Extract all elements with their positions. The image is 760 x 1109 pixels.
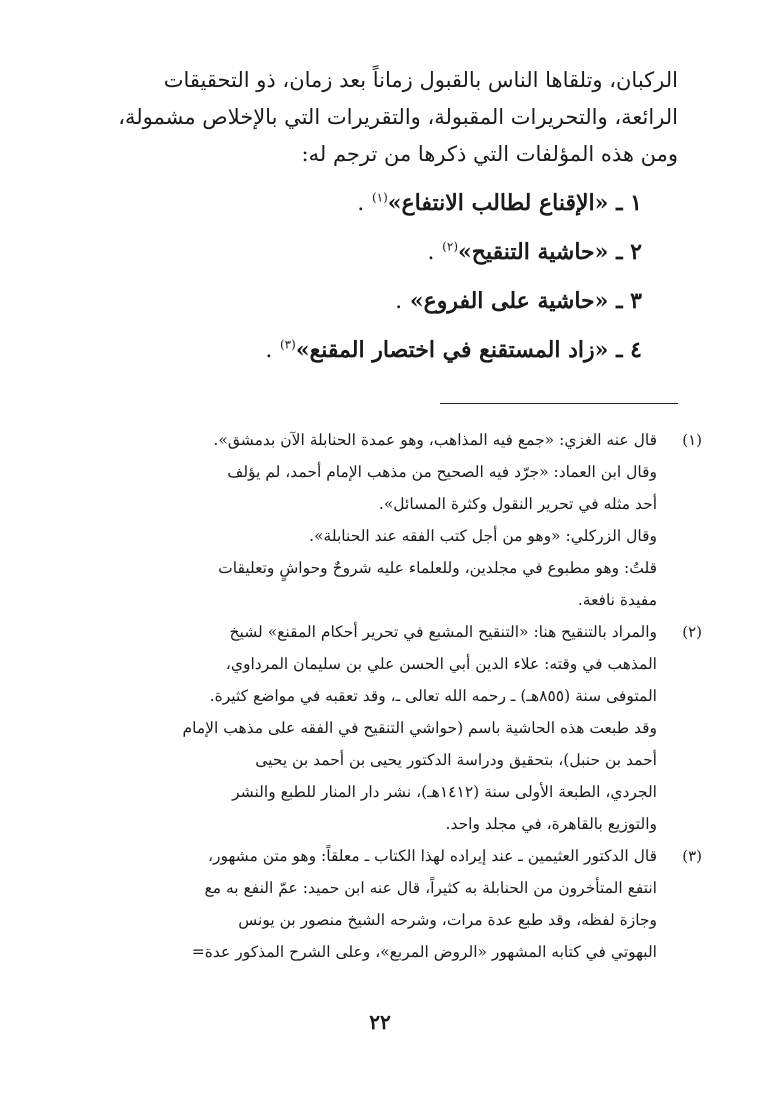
item-tail: . [357,191,365,216]
item-number: ٣ ـ [616,288,642,314]
footnote-ref: (١) [371,190,388,205]
footnote-1 [57,424,702,616]
works-list-item [60,277,678,326]
footnote-number: (٣) [682,847,702,865]
item-number: ١ ـ [616,190,642,216]
item-number: ٤ ـ [616,337,642,363]
item-title: «الإقناع لطالب الانتفاع» [387,190,609,216]
footnote-line: أحمد بن حنبل)، بتحقيق ودراسة الدكتور يحيى بن أحمد بن يحيى [255,751,657,769]
item-title: «حاشية على الفروع» [409,288,609,314]
footnote-number: (١) [682,431,702,449]
footnote-3 [57,840,702,968]
footnote-separator [440,403,678,404]
main-text [60,62,678,375]
footnote-line: وقد طبعت هذه الحاشية باسم (حواشي التنقيح في الفقه على مذهب الإمام [182,719,657,737]
item-number: ٢ ـ [616,239,642,265]
footnote-line: انتفع المتأخرون من الحنابلة به كثيراً، قال عنه ابن حميد: عمّ النفع به مع [204,879,657,897]
footnote-line: البهوتي في كتابه المشهور «الروض المربع»، وعلى الشرح المذكور عدة= [191,943,657,961]
footnote-line: وقال الزركلي: «وهو من أجل كتب الفقه عند الحنابلة». [309,527,657,545]
footnote-line: وجازة لفظه، وقد طبع عدة مرات، وشرحه الشيخ منصور بن يونس [238,911,657,929]
footnote-line: مفيدة نافعة. [577,591,657,609]
works-list-item [60,326,678,375]
footnote-line: وقال ابن العماد: «جرّد فيه الصحيح من مذهب الإمام أحمد، لم يؤلف [227,463,657,481]
item-title: «زاد المستقنع في اختصار المقنع» [295,337,609,363]
item-tail: . [395,289,403,314]
footnote-line: أحد مثله في تحرير النقول وكثرة المسائل». [378,495,657,513]
footnote-line: الجردي، الطبعة الأولى سنة (١٤١٢هـ)، نشر دار المنار للطبع والنشر [232,783,657,801]
footnote-number: (٢) [682,623,702,641]
body-line: ومن هذه المؤلفات التي ذكرها من ترجم له: [301,142,678,166]
item-tail: . [265,338,273,363]
footnote-2 [57,616,702,840]
footnote-line: قال عنه الغزي: «جمع فيه المذاهب، وهو عمدة الحنابلة الآن بدمشق». [213,431,657,449]
footnote-line: قلتُ: وهو مطبوع في مجلدين، وللعلماء عليه شروحٌ وحواشٍ وتعليقات [218,559,657,577]
works-list [60,179,678,375]
item-title: «حاشية التنقيح» [458,239,609,265]
works-list-item [60,179,678,228]
footnote-line: والمراد بالتنقيح هنا: «التنقيح المشبع في تحرير أحكام المقنع» لشيخ [229,623,657,641]
footnote-ref: (٢) [442,239,458,254]
footnote-line: والتوزيع بالقاهرة، في مجلد واحد. [445,815,657,833]
footnote-line: قال الدكتور العثيمين ـ عند إيراده لهذا الكتاب ـ معلقاً: وهو متن مشهور، [208,847,657,865]
footnote-ref: (٣) [279,337,296,352]
footnote-line: المذهب في وقته: علاء الدين أبي الحسن علي بن سليمان المرداوي، [225,655,657,673]
body-line: الركبان، وتلقاها الناس بالقبول زماناً بعد زمان، ذو التحقيقات [163,68,678,92]
works-list-item [60,228,678,277]
page-number: ٢٢ [369,1010,391,1034]
item-tail: . [427,240,435,265]
footnotes [57,424,702,968]
body-line: الرائعة، والتحريرات المقبولة، والتقريرات التي بالإخلاص مشمولة، [118,105,678,129]
footnote-line: المتوفى سنة (٨٥٥هـ) ـ رحمه الله تعالى ـ، وقد تعقبه في مواضع كثيرة. [209,687,657,705]
